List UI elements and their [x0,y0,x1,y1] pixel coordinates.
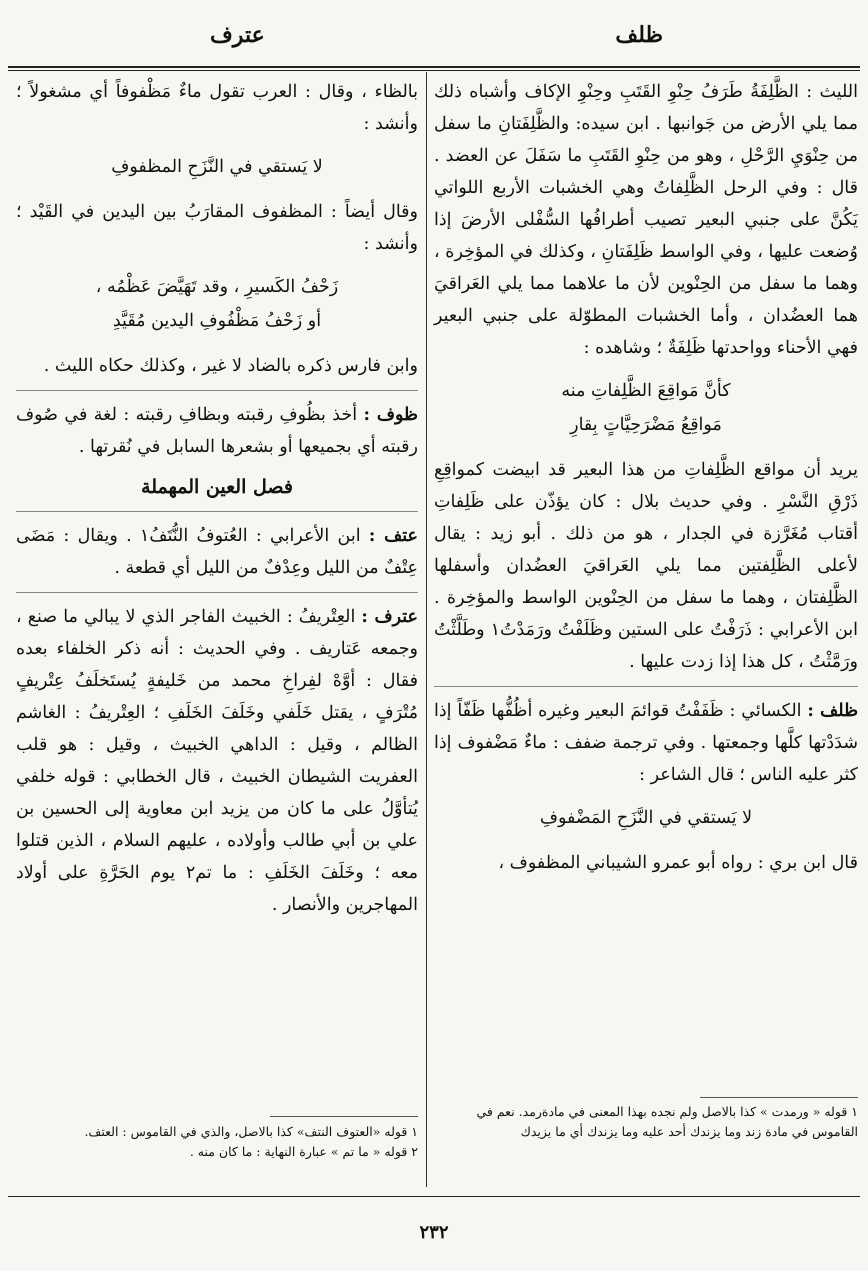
verse-line: لا يَستقي في النَّزَحِ المَضْفوفِ [539,808,753,828]
verse-line: كأنَّ مَواقِعَ الظَّلِفاتِ منه [561,381,731,401]
footnote-rule [700,1097,858,1098]
entry-paragraph [434,695,858,791]
entry-paragraph: وابن فارس ذكره بالضاد لا غير ، وكذلك حكاه الليث . [43,356,418,376]
entry-paragraph: قال ابن بري : رواه أبو عمرو الشيباني المظفوف ، [498,853,858,873]
entry-separator [16,511,418,512]
headword: ظوف : [363,405,418,425]
verse-line: أو زَحْفُ مَظْفُوفِ اليدين مُقَيَّدِ [112,311,322,331]
header-rule-thin [8,70,860,71]
entry-separator [16,592,418,593]
page-number: ٢٣٢ [419,1222,449,1243]
entry-paragraph: بالظاء ، وقال : العرب تقول ماءٌ مَظْفوفاً أي مشغولاً ؛ وأنشد : [16,82,418,134]
headword: عتف : [368,526,418,546]
entry-separator [434,686,858,687]
header-rule [8,66,860,68]
entry-paragraph [16,520,418,584]
entry-text: أخذ بظُوفِ رقبته وبظافِ رقبته : لغة في صُوف رقبته أي بجميعها أو بشعرها السابل في نُقرتها . [16,405,418,457]
left-running-head: عترف [210,22,265,48]
verse [434,374,858,442]
entry-paragraph: يريد أن مواقع الظَّلِفاتِ من هذا البعير قد ابيضت كمواقِعِ ذَرْقِ النَّسْرِ . وفي حديث بلال : كان يؤذّن على ظَلِفاتِ أقتاب مُغَرَّزة في الجدار ، هو من ذلك . أبو زيد : يقال لأعلى الظَّلِفتين مما يلي العَراقيَ العضُدان وأسفلها الظَّلِفتان ، وهما ما سفل من الحِنْوين الواسط والمؤخِرة . ابن الأعرابي : ذَرَفْتُ على الستين وظَلَفْتُ ورَمَدْتُ١ وطَلَّثْتُ ورَمَّثْتُ ، كل هذا إذا زدت عليها . [434,460,858,672]
entry-paragraph [16,601,418,921]
verse [16,270,418,338]
section-title: فصل العين المهملة [141,476,293,498]
headword: عترف : [361,607,418,627]
column-divider [426,72,427,1187]
entry-paragraph: وقال أيضاً : المظفوف المقارَبُ بين اليدين في القَيْد ؛ وأنشد : [16,202,418,254]
verse-line: زَحْفُ الكَسيرِ ، وقد تَهَيَّضَ عَظْمُه ، [95,277,339,297]
verse-line: مَواقِعُ مَضْرَحِيَّاتٍ بِقارِ [570,415,722,435]
headword: ظلف : [807,701,859,721]
footnote: ٢ قوله « ما تم » عبارة النهاية : ما كان منه . [189,1144,418,1159]
right-column [434,76,858,887]
verse [16,150,418,184]
footnote-rule [270,1116,418,1117]
entry-text: العِتْريفُ : الخبيث الفاجر الذي لا يبالي ما صنع ، وجمعه عَتاريف . وفي الحديث : أنه ذكر الخلفاء بعده فقال : أوَّهْ لفِراخِ محمد من خَليفةٍ يُستَخلَفُ عِتْريفٍ مُتْرَفٍ ، يقتل خَلَفي وخَلَفَ الخَلَفِ ؛ العِتْريفُ : الغاشم الظالم ، وقيل : الداهي الخبيث ، وقيل : هو قلب العفريت الشيطان الخبيث ، قال الخطابي : قوله خلفي يُتأوَّلُ على ما كان من يزيد ابن معاوية إلى الحسين بن علي بن أبي طالب وأولاده ، عليهم السلام ، الذين قتلوا معه ؛ وخَلَفَ الخَلَفِ : ما تم٢ يوم الحَرَّةِ على أولاد المهاجرين والأنصار . [16,607,418,915]
entry-text: ابن الأعرابي : العُتوفُ النُّتَفُ١ . ويقال : مَضَى عِتْفٌ من الليل وعِدْفٌ من الليل أي قطعة . [16,526,418,578]
footnotes-left [16,1122,418,1162]
verse-line: لا يَستقي في النَّزَحِ المظفوفِ [111,157,323,177]
right-running-head: ظلف [615,22,663,48]
entry-text: الكسائي : ظَفَفْتُ قوائمَ البعير وغيره أظُفُّها ظَفّاً إذا شدَدْتها كلَّها وجمعتها . وفي ترجمة ضفف : ماءٌ مَضْفوف إذا كثر عليه الناس ؛ قال الشاعر : [434,701,858,785]
footnote: ١ قوله «العتوف النتف» كذا بالاصل، والذي في القاموس : العتف. [84,1124,418,1139]
verse [434,801,858,835]
left-column [16,76,418,929]
entry-paragraph: الليث : الظَّلِفَةُ طَرَفُ حِنْوِ القَتَبِ وحِنْوِ الإكاف وأشباه ذلك مما يلي الأرض من جَوانبها . ابن سيده: والظَّلِفَتانِ ما سفل من حِنْوَيِ الرَّحْلِ ، وهو من حِنْوِ القَتَبِ ما سَفَلَ عن العضد . قال : وفي الرحل الظَّلِفاتُ وهي الخشبات الأربع اللواتي يَكُنَّ على جنبي البعير تصيب أطرافُها السُّفْلى الأرضَ إذا وُضعت عليها ، وفي الواسط ظَلِفَتانِ ، وكذلك في المؤخِرة ، وهما ما سفل من الحِنْوين لأن ما علاهما مما يلي العَراقيَ هما العضُدان ، وأما الخشبات المطوّلة على جنبي البعير فهي الأحناء وواحدتها ظَلِفَةٌ ؛ وشاهده : [434,82,858,358]
footer-rule [8,1196,860,1197]
entry-paragraph [16,399,418,463]
footnote: ١ قوله « ورمدت » كذا بالاصل ولم نجده بهذا المعنى في مادةرمد. نعم في القاموس في مادة زند وما يزندك أحد عليه وما يزندك أي ما يزيدك [476,1104,858,1139]
entry-separator [16,390,418,391]
